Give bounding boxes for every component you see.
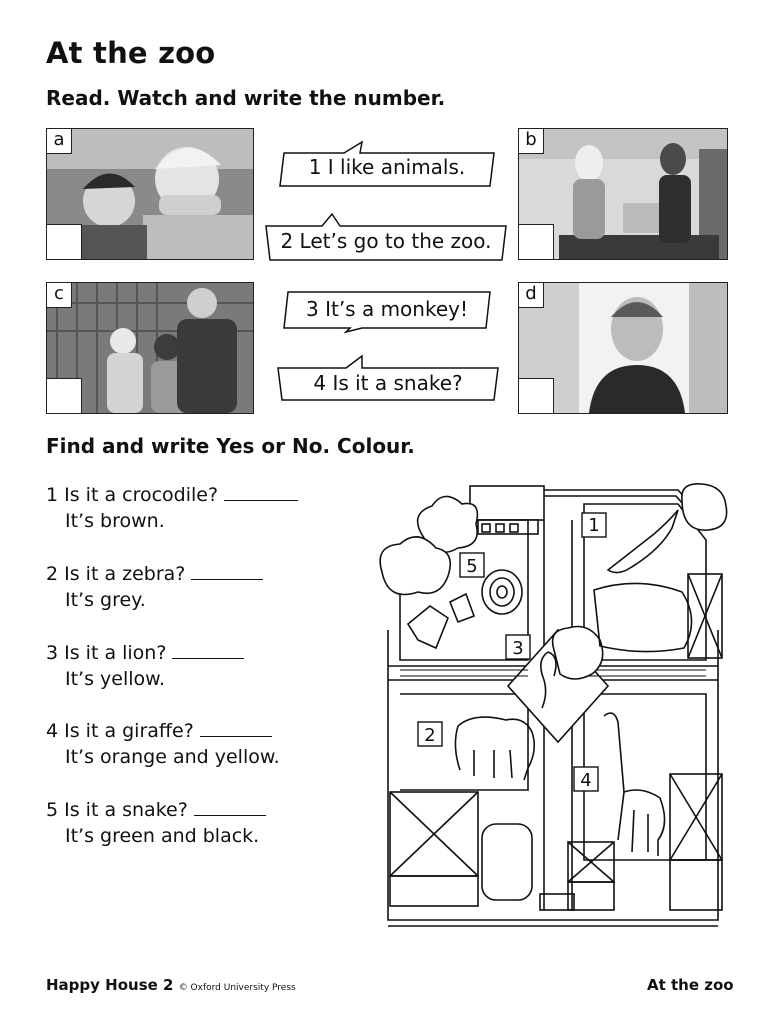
footer-book bbox=[46, 976, 296, 994]
footer-chapter: At the zoo bbox=[647, 976, 734, 994]
footer-book-title: Happy House 2 bbox=[46, 976, 174, 994]
photo-a-letter: a bbox=[47, 129, 72, 154]
rocks bbox=[408, 606, 448, 648]
answer-blank-3[interactable] bbox=[172, 654, 244, 659]
question-2-hint: It’s grey. bbox=[65, 589, 146, 611]
zoo-gate bbox=[540, 894, 574, 910]
question-5 bbox=[46, 797, 266, 849]
answer-blank-1[interactable] bbox=[224, 496, 298, 501]
photo-c-answer-box[interactable] bbox=[47, 378, 82, 413]
question-4-text: 4 Is it a giraffe? bbox=[46, 720, 194, 742]
question-3-hint: It’s yellow. bbox=[65, 668, 165, 690]
question-5-hint: It’s green and black. bbox=[65, 825, 260, 847]
photo-a bbox=[46, 128, 254, 260]
question-2 bbox=[46, 561, 263, 613]
instruction-find-no: No bbox=[292, 434, 323, 458]
tree-centre bbox=[553, 627, 603, 680]
footer-copyright: © Oxford University Press bbox=[178, 983, 296, 993]
question-1-text: 1 Is it a crocodile? bbox=[46, 484, 219, 506]
speech-bubble-1-text: 1 I like animals. bbox=[308, 155, 466, 179]
map-label-2: 2 bbox=[424, 725, 436, 746]
instruction-find bbox=[46, 434, 415, 458]
instruction-find-post: . Colour. bbox=[322, 434, 415, 458]
speech-bubble-4-text: 4 Is it a snake? bbox=[313, 371, 463, 395]
photo-d bbox=[518, 282, 728, 414]
snake bbox=[482, 570, 522, 614]
answer-blank-5[interactable] bbox=[194, 811, 266, 816]
photo-b-letter: b bbox=[519, 129, 544, 154]
speech-bubble-3-text: 3 It’s a monkey! bbox=[306, 297, 468, 321]
question-3-text: 3 Is it a lion? bbox=[46, 642, 167, 664]
question-5-text: 5 Is it a snake? bbox=[46, 799, 188, 821]
map-label-3: 3 bbox=[512, 638, 524, 659]
map-label-4: 4 bbox=[580, 770, 592, 791]
photo-d-letter: d bbox=[519, 283, 544, 308]
question-2-text: 2 Is it a zebra? bbox=[46, 563, 186, 585]
photo-a-answer-box[interactable] bbox=[47, 224, 82, 259]
question-4 bbox=[46, 718, 280, 770]
answer-blank-4[interactable] bbox=[200, 732, 272, 737]
answer-blank-2[interactable] bbox=[191, 575, 263, 580]
photo-b bbox=[518, 128, 728, 260]
question-3 bbox=[46, 640, 244, 692]
question-4-hint: It’s orange and yellow. bbox=[65, 746, 280, 768]
speech-bubble-4 bbox=[274, 354, 502, 402]
instruction-watch: Read. Watch and write the number. bbox=[46, 86, 446, 110]
tree-top-right bbox=[682, 484, 727, 530]
instruction-find-or: or bbox=[254, 434, 292, 458]
map-label-1: 1 bbox=[588, 515, 600, 536]
speech-bubble-3 bbox=[280, 284, 494, 334]
photo-b-answer-box[interactable] bbox=[519, 224, 554, 259]
pond bbox=[482, 824, 532, 900]
map-label-5: 5 bbox=[466, 556, 478, 577]
question-1-hint: It’s brown. bbox=[65, 510, 165, 532]
giraffe bbox=[604, 713, 665, 856]
zoo-map bbox=[378, 480, 730, 932]
elephant bbox=[455, 717, 534, 780]
photo-d-answer-box[interactable] bbox=[519, 378, 554, 413]
instruction-find-yes: Yes bbox=[216, 434, 255, 458]
speech-bubble-2-text: 2 Let’s go to the zoo. bbox=[280, 229, 492, 253]
speech-bubble-1 bbox=[276, 140, 498, 188]
zoo-entrance-building bbox=[470, 486, 544, 520]
page-title: At the zoo bbox=[46, 36, 216, 70]
photo-c bbox=[46, 282, 254, 414]
question-1 bbox=[46, 482, 298, 534]
crocodile bbox=[608, 510, 678, 573]
speech-bubble-2 bbox=[262, 212, 510, 262]
instruction-find-pre: Find and write bbox=[46, 434, 217, 458]
photo-c-letter: c bbox=[47, 283, 72, 308]
